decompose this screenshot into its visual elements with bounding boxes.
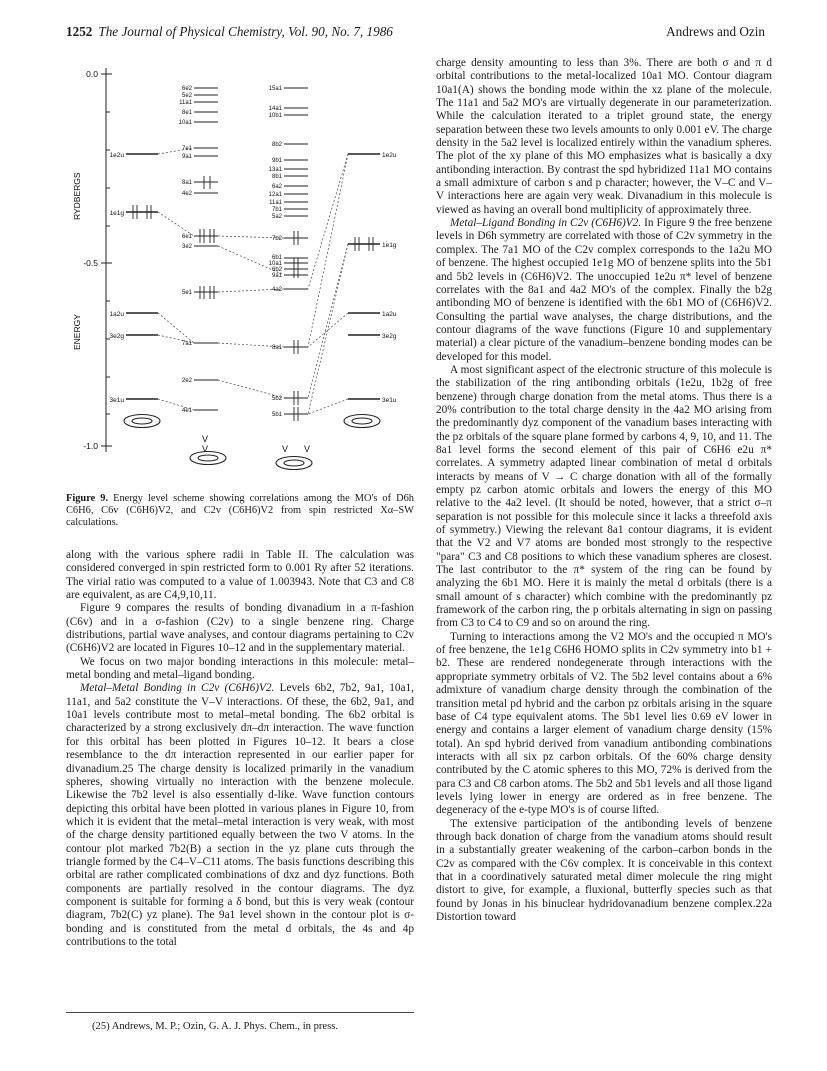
level-label: 3e2 — [181, 244, 192, 250]
level-label: 1e2u — [382, 152, 397, 159]
figure-9 — [66, 60, 412, 488]
right-column — [436, 57, 772, 924]
level-label: 1e1g — [109, 210, 124, 217]
section-heading: Metal–Ligand Bonding in C2v (C6H6)V2. — [450, 217, 642, 230]
level-label: 6b2 — [271, 267, 282, 273]
page-header-authors: Andrews and Ozin — [666, 24, 765, 39]
tick-label: -1.0 — [83, 441, 98, 451]
level-label: 6e1 — [181, 234, 192, 240]
level-label: 1a2u — [109, 311, 124, 318]
level-label: 13a1 — [268, 167, 282, 173]
tick-label: -0.5 — [83, 258, 98, 268]
page-header-left — [66, 24, 393, 42]
caption-label: Figure 9. — [66, 493, 109, 504]
level-label: 15a1 — [268, 86, 282, 92]
v-atom-label: V — [304, 444, 311, 454]
section-body: In Figure 9 the free benzene levels in D6h symmetry are correlated with those of C2v symmetry in the complex. The 7a1 MO of the C2v complex corresponds to the 1a2u MO of benzene. The highest occupied 1e1g MO of benzene splits into the 5b1 and 5b2 levels in (C6H6)V2. The unoccupied 1e2u π* level of benzene correlates with the 8a1 and 4a2 MO's of the complex. Finally the b2g antibonding MO of benzene is identified with the 6b1 MO of (C6H6)V2. Consulting the partial wave analyses, the charge distributions, and the contour diagrams of the wave functions (Figure 10 and supplementary material) a clear picture of the vanadium–benzene bonding modes can be developed for this model. — [436, 217, 773, 363]
level-label: 7b2 — [271, 236, 282, 242]
level-label: 3e2g — [109, 333, 124, 340]
paragraph: The extensive participation of the antibonding levels of benzene through back donation of charge from the vanadium atoms should result in a substantially greater weakening of the carbon–carbon bonds in the C2v as compared with the C6v complex. It is conceivable in this context that in a coordinatively saturated metal dimer molecule the ring might distort to give, for example, a fluxional, butterfly species such as that found by Jonas in his binuclear hydridovanadium benzene complex.22a Distortion toward — [436, 817, 772, 923]
v-atom-label: V — [202, 434, 209, 444]
y-axis-label: ENERGY — [72, 314, 82, 350]
level-label: 2e2 — [181, 378, 192, 384]
footnote: (25) Andrews, M. P.; Ozin, G. A. J. Phys. Chem., in press. — [92, 1021, 339, 1032]
v-atom-label: V — [202, 444, 209, 454]
left-column — [66, 549, 414, 949]
level-label: 14a1 — [268, 106, 282, 112]
level-label: 7b1 — [271, 207, 282, 213]
paragraph — [66, 682, 414, 949]
section-heading: Metal–Metal Bonding in C2v (C6H6)V2. — [80, 682, 275, 695]
level-label: 10b1 — [268, 113, 282, 119]
level-label: 5e2 — [181, 93, 192, 99]
paragraph — [436, 217, 772, 364]
paragraph: Turning to interactions among the V2 MO's and the occupied π MO's of free benzene, the 1e1g C6H6 HOMO splits in C2v symmetry into b1 + b2. These are rendered nondegenerate through interactions with the appropriate symmetry orbitals of V2. The 5b2 level contains about a 6% admixture of vanadium charge density through the combination of the transition metal pd hybrid and the carbon pz orbitals arising in the square base of C4 type equivalent atoms. The 5b1 level lies 0.69 eV lower in energy and contains a larger element of vanadium charge density (15% total). An spd hybrid derived from vanadium antibonding combinations interacts with all six pz carbon orbitals. Of the 60% charge density contributed by the C atomic spheres to this MO, 72% is derived from the para C3 and C8 carbon atoms. The 5b2 and 5b1 levels and all those ligand levels lying lower in energy are ordered as in free benzene. The degeneracy of the e-type MO's is of course lifted. — [436, 630, 772, 817]
level-label: 6e2 — [181, 86, 192, 92]
level-label: 10a1 — [178, 120, 192, 126]
level-label: 8a1 — [181, 180, 192, 186]
level-label: 3e1u — [109, 397, 124, 404]
level-label: 4e1 — [181, 408, 192, 414]
y-axis-unit: RYDBERGS — [72, 172, 82, 220]
level-label: 1e1g — [382, 242, 397, 249]
level-label: 3e2g — [382, 333, 397, 340]
level-label: 12a1 — [268, 192, 282, 198]
level-label: 5b2 — [271, 396, 282, 402]
level-label: 8a1 — [271, 345, 282, 351]
paragraph: Figure 9 compares the results of bonding divanadium in a π-fashion (C6v) and in a σ-fashion (C2v) to a single benzene ring. Charge distributions, partial wave analyses, and contour diagrams pertaining to C2v (C6H6)V2 are located in Figures 10–12 and in the supplementary material. — [66, 602, 414, 655]
level-label: 9b1 — [271, 158, 282, 164]
level-label: 9a1 — [271, 273, 282, 279]
energy-level-diagram — [66, 60, 412, 488]
level-label: 8b2 — [271, 142, 282, 148]
paragraph: We focus on two major bonding interactions in this molecule: metal–metal bonding and metal–ligand bonding. — [66, 655, 414, 682]
level-label: 4e2 — [181, 191, 192, 197]
level-label: 1e2u — [109, 152, 124, 159]
level-label: 7a1 — [181, 341, 192, 347]
level-label: 8b1 — [271, 174, 282, 180]
level-label: 5a2 — [271, 214, 282, 220]
level-label: 10a1 — [268, 261, 282, 267]
level-label: 7e1 — [181, 146, 192, 152]
journal-citation: The Journal of Physical Chemistry, Vol. 90, No. 7, 1986 — [98, 24, 393, 39]
section-body: Levels 6b2, 7b2, 9a1, 10a1, 11a1, and 5a2 constitute the V–V interactions. Of these, the 6b2, 9a1, and 10a1 levels contribute most to metal–metal bonding. The 6b2 orbital is characterized by a strong exclusively dπ–dπ interaction. The wave function for this orbital has been plotted in Figures 10–12. It bears a close resemblance to the dπ interaction represented in our earlier paper for divanadium.25 The charge density is localized primarily in the vanadium spheres, showing virtually no interaction with the benzene molecule. Likewise the 7b2 level is also essentially d-like. Wave function contours depicting this orbital have been plotted in various planes in Figure 10, from which it is evident that the metal–metal interaction is very weak, with most of the charge density partitioned equally between the two V atoms. In the contour plot marked 7b2(B) a section in the yz plane cuts through the triangle formed by the C4–V–C11 atoms. The basis functions describing this orbital are rather complicated combinations of dxz and dyz functions. Both components are partially resolved in the contour diagrams. The dyz component is suitable for forming a δ bond, but this is very weak (contour diagram, 7b2(C) yz plane). The 9a1 level shown in the contour plot is σ-bonding and is constituted from the metal d orbitals, the 4s and 4p contributions to the total — [66, 682, 414, 948]
paragraph: A most significant aspect of the electronic structure of this molecule is the stabilization of the ring antibonding orbitals (1e2u, 1b2g of free benzene) through charge donation from the metal atoms. Thus there is a 20% contribution to the total charge density in the 4a2 MO arising from the predominantly dyz component of the vanadium bases interacting with the pz orbitals of the square plane formed by carbons 4, 9, 10, and 11. The 8a1 level forms the second element of this pair of C6H6 e2u π* correlates. A symmetry adapted linear combination of metal d orbitals interacts by means of V → C charge donation with all of the formally empty pz carbon atomic orbitals and lowers the energy of this MO relative to the 4a2 level. (It should be noted, however, that a strict σ–π separation is not possible for this molecule since it lacks a threefold axis of symmetry.) Viewing the relevant 8a1 contour diagrams, it is evident that the V2 and V7 atoms are bonded most strongly to the respective "para" C3 and C8 positions to which these vanadium spheres are closest. The last contributor to the π* system of the ring can be found by analyzing the 6b1 MO. Here it is mainly the metal d orbitals (there is a small amount of s character) which combine with the predominantly pz framework of the carbon ring, the p orbitals alternating in sign on passing from C3 to C4 to C9 and so on around the ring. — [436, 363, 772, 630]
footnote-rule — [66, 1012, 414, 1013]
level-label: 11a1 — [179, 100, 192, 106]
level-label: 6a2 — [271, 184, 282, 190]
page-number: 1252 — [66, 24, 93, 39]
level-label: 9a1 — [181, 154, 192, 160]
level-label: 4a2 — [271, 287, 282, 293]
figure-caption — [66, 493, 414, 529]
level-label: 5b1 — [271, 412, 282, 418]
paragraph: along with the various sphere radii in Table II. The calculation was considered converged in spin restricted form to 0.001 Ry after 52 iterations. The virial ratio was computed to a value of 1.003943. Note that C3 and C8 are equivalent, as are C4,9,10,11. — [66, 549, 414, 602]
level-label: 6b1 — [271, 255, 282, 261]
level-label: 11a1 — [269, 200, 282, 206]
level-label: 8e1 — [181, 110, 192, 116]
tick-label: 0.0 — [86, 69, 98, 79]
caption-text: Energy level scheme showing correlations among the MO's of D6h C6H6, C6v (C6H6)V2, and C2v (C6H6)V2 from spin restricted Xα–SW calculations. — [66, 493, 414, 528]
level-label: 5e1 — [181, 290, 192, 296]
v-atom-label: V — [282, 444, 289, 454]
level-label: 1a2u — [382, 311, 397, 318]
paragraph: charge density amounting to less than 3%. There are both σ and π d orbital contributions to the metal-localized 10a1 MO. Contour diagram 10a1(A) shows the bonding mode within the xz plane of the molecule. The 11a1 and 5a2 MO's are virtually degenerate in our parameterization. While the calculation iterated to a triplet ground state, the energy separation between these two levels amounts to only 0.001 eV. The charge density in the 5a2 level is localized entirely within the vanadium spheres. The plot of the xy plane of this MO emphasizes what is basically a dxy antibonding interaction. By contrast the spd hybridized 11a1 MO contains a small admixture of carbon s and p character; however, the V–C and V–V interactions here are again very weak. Divanadium in this molecule is viewed as having an overall bond multiplicity of approximately three. — [436, 57, 772, 216]
level-label: 3e1u — [382, 397, 397, 404]
